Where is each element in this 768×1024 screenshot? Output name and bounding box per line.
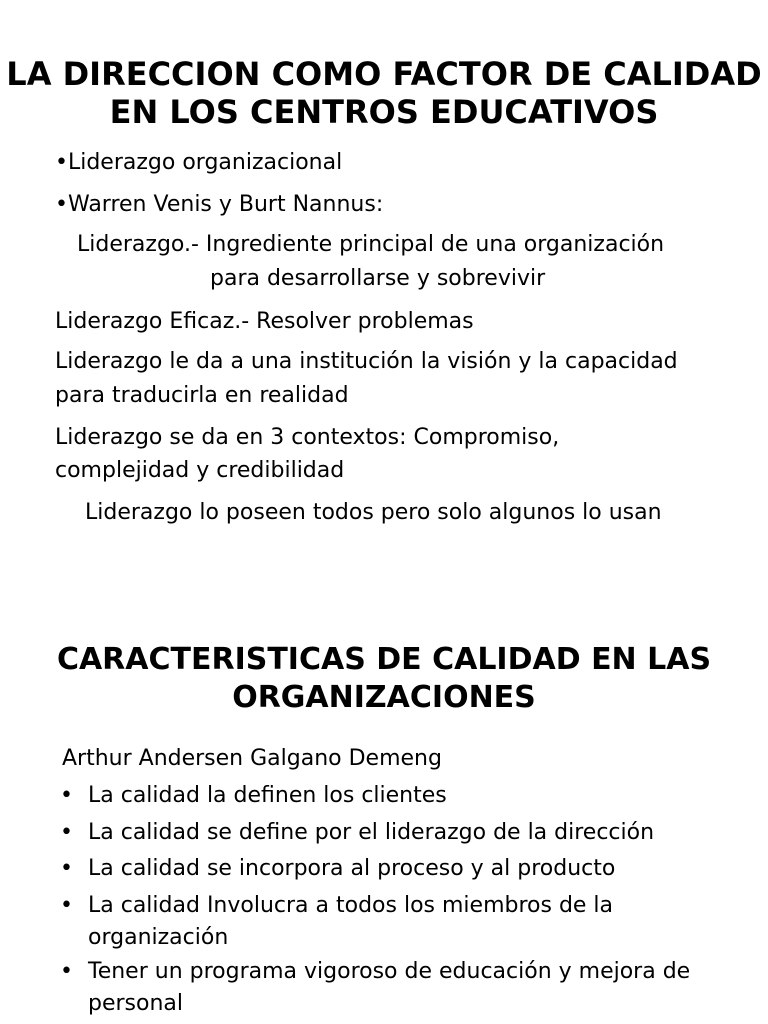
list-item-text: Tener un programa vigoroso de educación y mejora de xyxy=(88,959,691,984)
text-authors: Arthur Andersen Galgano Demeng xyxy=(62,746,442,771)
bullet-icon: • xyxy=(60,893,73,918)
text-liderazgo-organizacional: •Liderazgo organizacional xyxy=(55,150,343,175)
bullet-icon: • xyxy=(60,856,73,881)
text-liderazgo-vision-1: Liderazgo le da a una institución la visión y la capacidad xyxy=(55,349,678,374)
bullet-icon: • xyxy=(60,783,73,808)
slide-1-title-line-2: EN LOS CENTROS EDUCATIVOS xyxy=(109,93,659,131)
text-liderazgo-contextos-1: Liderazgo se da en 3 contextos: Compromiso, xyxy=(55,425,560,450)
list-item-text: personal xyxy=(88,991,184,1016)
text-liderazgo-todos: Liderazgo lo poseen todos pero solo algunos lo usan xyxy=(85,500,662,525)
text-liderazgo-contextos-2: complejidad y credibilidad xyxy=(55,458,345,483)
list-item-text: La calidad la definen los clientes xyxy=(88,783,447,808)
slide-2-title xyxy=(0,641,768,717)
text-warren-venis: •Warren Venis y Burt Nannus: xyxy=(55,192,384,217)
list-item-text: La calidad se define por el liderazgo de la dirección xyxy=(88,820,655,845)
slide-2-title-line-2: ORGANIZACIONES xyxy=(232,680,536,715)
list-item-text: La calidad Involucra a todos los miembros de la xyxy=(88,893,614,918)
bullet-icon: • xyxy=(60,820,73,845)
slide-1-title xyxy=(0,55,768,131)
bullet-icon: • xyxy=(60,959,73,984)
slide-2 xyxy=(0,560,768,1024)
list-item-text: organización xyxy=(88,925,229,950)
text-liderazgo-eficaz: Liderazgo Eficaz.- Resolver problemas xyxy=(55,309,474,334)
text-liderazgo-definition-1: Liderazgo.- Ingrediente principal de una organización xyxy=(77,232,665,257)
list-item-text: La calidad se incorpora al proceso y al producto xyxy=(88,856,616,881)
slide-1-title-line-1: LA DIRECCION COMO FACTOR DE CALIDAD xyxy=(6,55,762,93)
text-liderazgo-definition-2: para desarrollarse y sobrevivir xyxy=(210,266,546,291)
slide-2-title-line-1: CARACTERISTICAS DE CALIDAD EN LAS xyxy=(56,642,712,677)
text-liderazgo-vision-2: para traducirla en realidad xyxy=(55,383,349,408)
